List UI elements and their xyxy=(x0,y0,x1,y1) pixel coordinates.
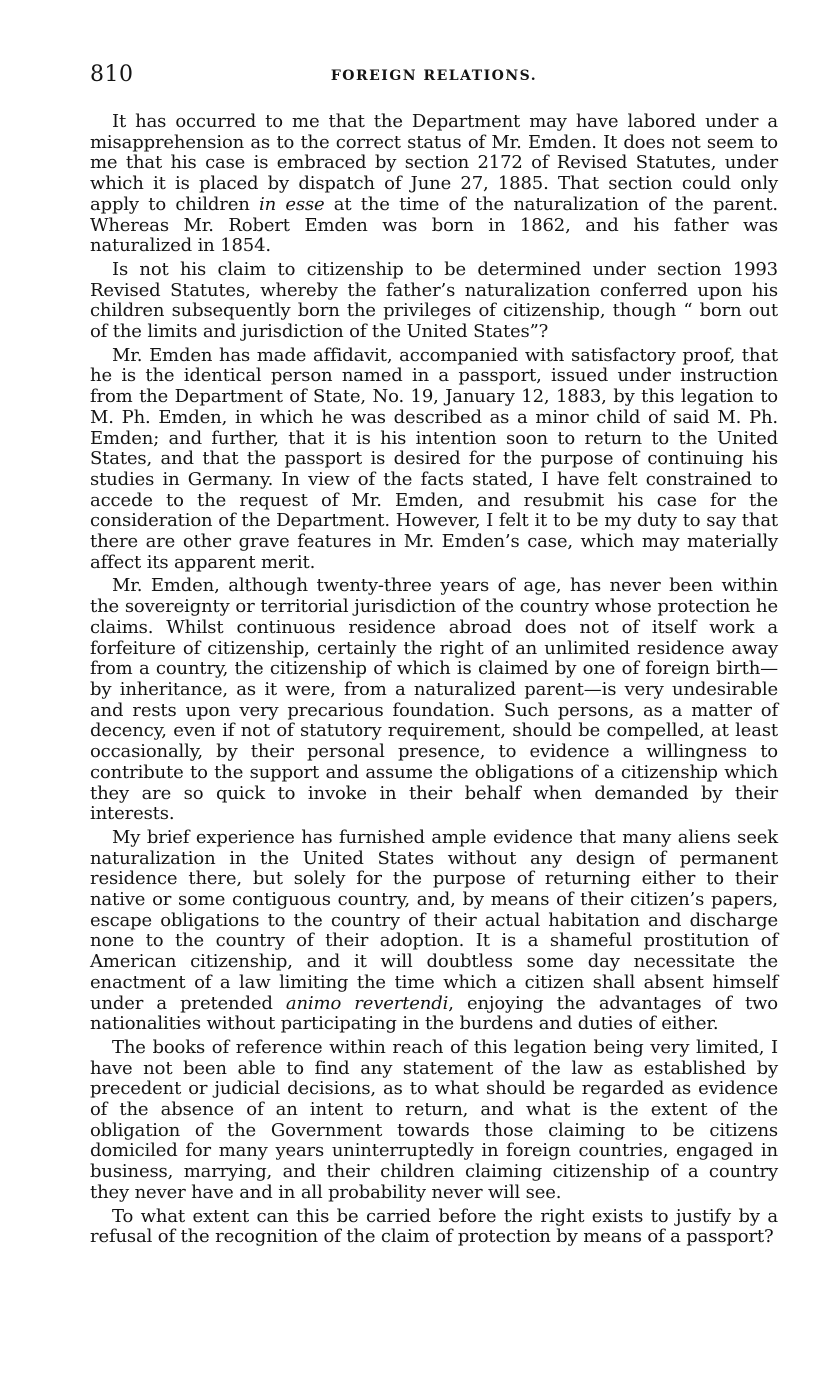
paragraph xyxy=(90,576,778,824)
paragraph-text: My brief experience has furnished ample evidence that many aliens seek naturalization in the United States without any design of permanent residence there, but solely for the purpose of returning either to their native or some contiguous country, and, by means of their citizen’s papers, escape obligations to the country of their actual habitation and discharge none to the country of their adoption. It is a shameful prostitution of American citizenship, and it will doubtless some day necessitate the enactment of a law limiting the time which a citizen shall absent himself under a pretended xyxy=(90,826,778,1014)
italic-phrase: in esse xyxy=(258,193,325,215)
paragraph xyxy=(90,1207,778,1248)
paragraph-text: Is not his claim to citizenship to be determined under section 1993 Revised Statutes, whereby the father’s naturalization conferred upon his children subsequently born the privileges of citizenship, though “ born out of the limits and jurisdiction of the United States”? xyxy=(90,258,778,343)
body-text xyxy=(90,112,778,1248)
paragraph xyxy=(90,260,778,343)
paragraph-text: To what extent can this be carried before the right exists to justify by a refusal of the recognition of the claim of protection by means of a passport? xyxy=(90,1205,778,1248)
paragraph-text: Mr. Emden has made affidavit, accompanied with satisfactory proof, that he is the identical person named in a passport, issued under instruction from the Department of State, No. 19, January 12, 1883, by this legation to M. Ph. Emden, in which he was described as a minor child of said M. Ph. Emden; and further, that it is his intention soon to return to the United States, and that the passport is desired for the purpose of continuing his studies in Germany. In view of the facts stated, I have felt constrained to accede to the request of Mr. Emden, and resubmit his case for the consideration of the Department. However, I felt it to be my duty to say that there are other grave features in Mr. Emden’s case, which may materially affect its apparent merit. xyxy=(90,344,778,573)
paragraph-text: The books of reference within reach of this legation being very limited, I have not been able to find any statement of the law as established by precedent or judicial decisions, as to what should be regarded as evidence of the absence of an intent to return, and what is the extent of the obligation of the Government towards those claiming to be citizens domiciled for many years uninterruptedly in foreign countries, engaged in business, marrying, and their children claiming citizenship of a country they never have and in all probability never will see. xyxy=(90,1036,778,1203)
paragraph xyxy=(90,828,778,1035)
running-title: FOREIGN RELATIONS. xyxy=(330,68,538,84)
page-number: 810 xyxy=(90,62,134,87)
paragraph xyxy=(90,1038,778,1204)
italic-phrase: animo revertendi xyxy=(285,992,449,1014)
running-head xyxy=(90,62,778,92)
document-page xyxy=(90,62,778,1251)
paragraph xyxy=(90,112,778,257)
paragraph xyxy=(90,346,778,574)
paragraph-text: It has occurred to me that the Department may have labored under a misapprehension as to the correct status of Mr. Emden. It does not seem to me that his case is embraced by section 2172 of Revised Statutes, under which it is placed by dispatch of June 27, 1885. That section could only apply to children xyxy=(90,111,778,215)
paragraph-text: Mr. Emden, although twenty-three years of age, has never been within the sovereignty or territorial jurisdiction of the country whose protection he claims. Whilst continuous residence abroad does not of itself work a forfeiture of citizenship, certainly the right of an unlimited residence away from a country, the citizenship of which is claimed by one of foreign birth—by inheritance, as it were, from a naturalized parent—is very undesirable and rests upon very precarious foundation. Such persons, as a matter of decency, even if not of statutory requirement, should be compelled, at least occasionally, by their personal presence, to evidence a willingness to contribute to the support and assume the obligations of a citizenship which they are so quick to invoke in their behalf when demanded by their interests. xyxy=(90,575,778,825)
paragraph-text: , enjoying the advantages of two nationalities without participating in the burdens and duties of either. xyxy=(90,992,778,1035)
paragraph-text: at the time of the naturalization of the parent. Whereas Mr. Robert Emden was born in 1862, and his father was naturalized in 1854. xyxy=(90,193,778,257)
